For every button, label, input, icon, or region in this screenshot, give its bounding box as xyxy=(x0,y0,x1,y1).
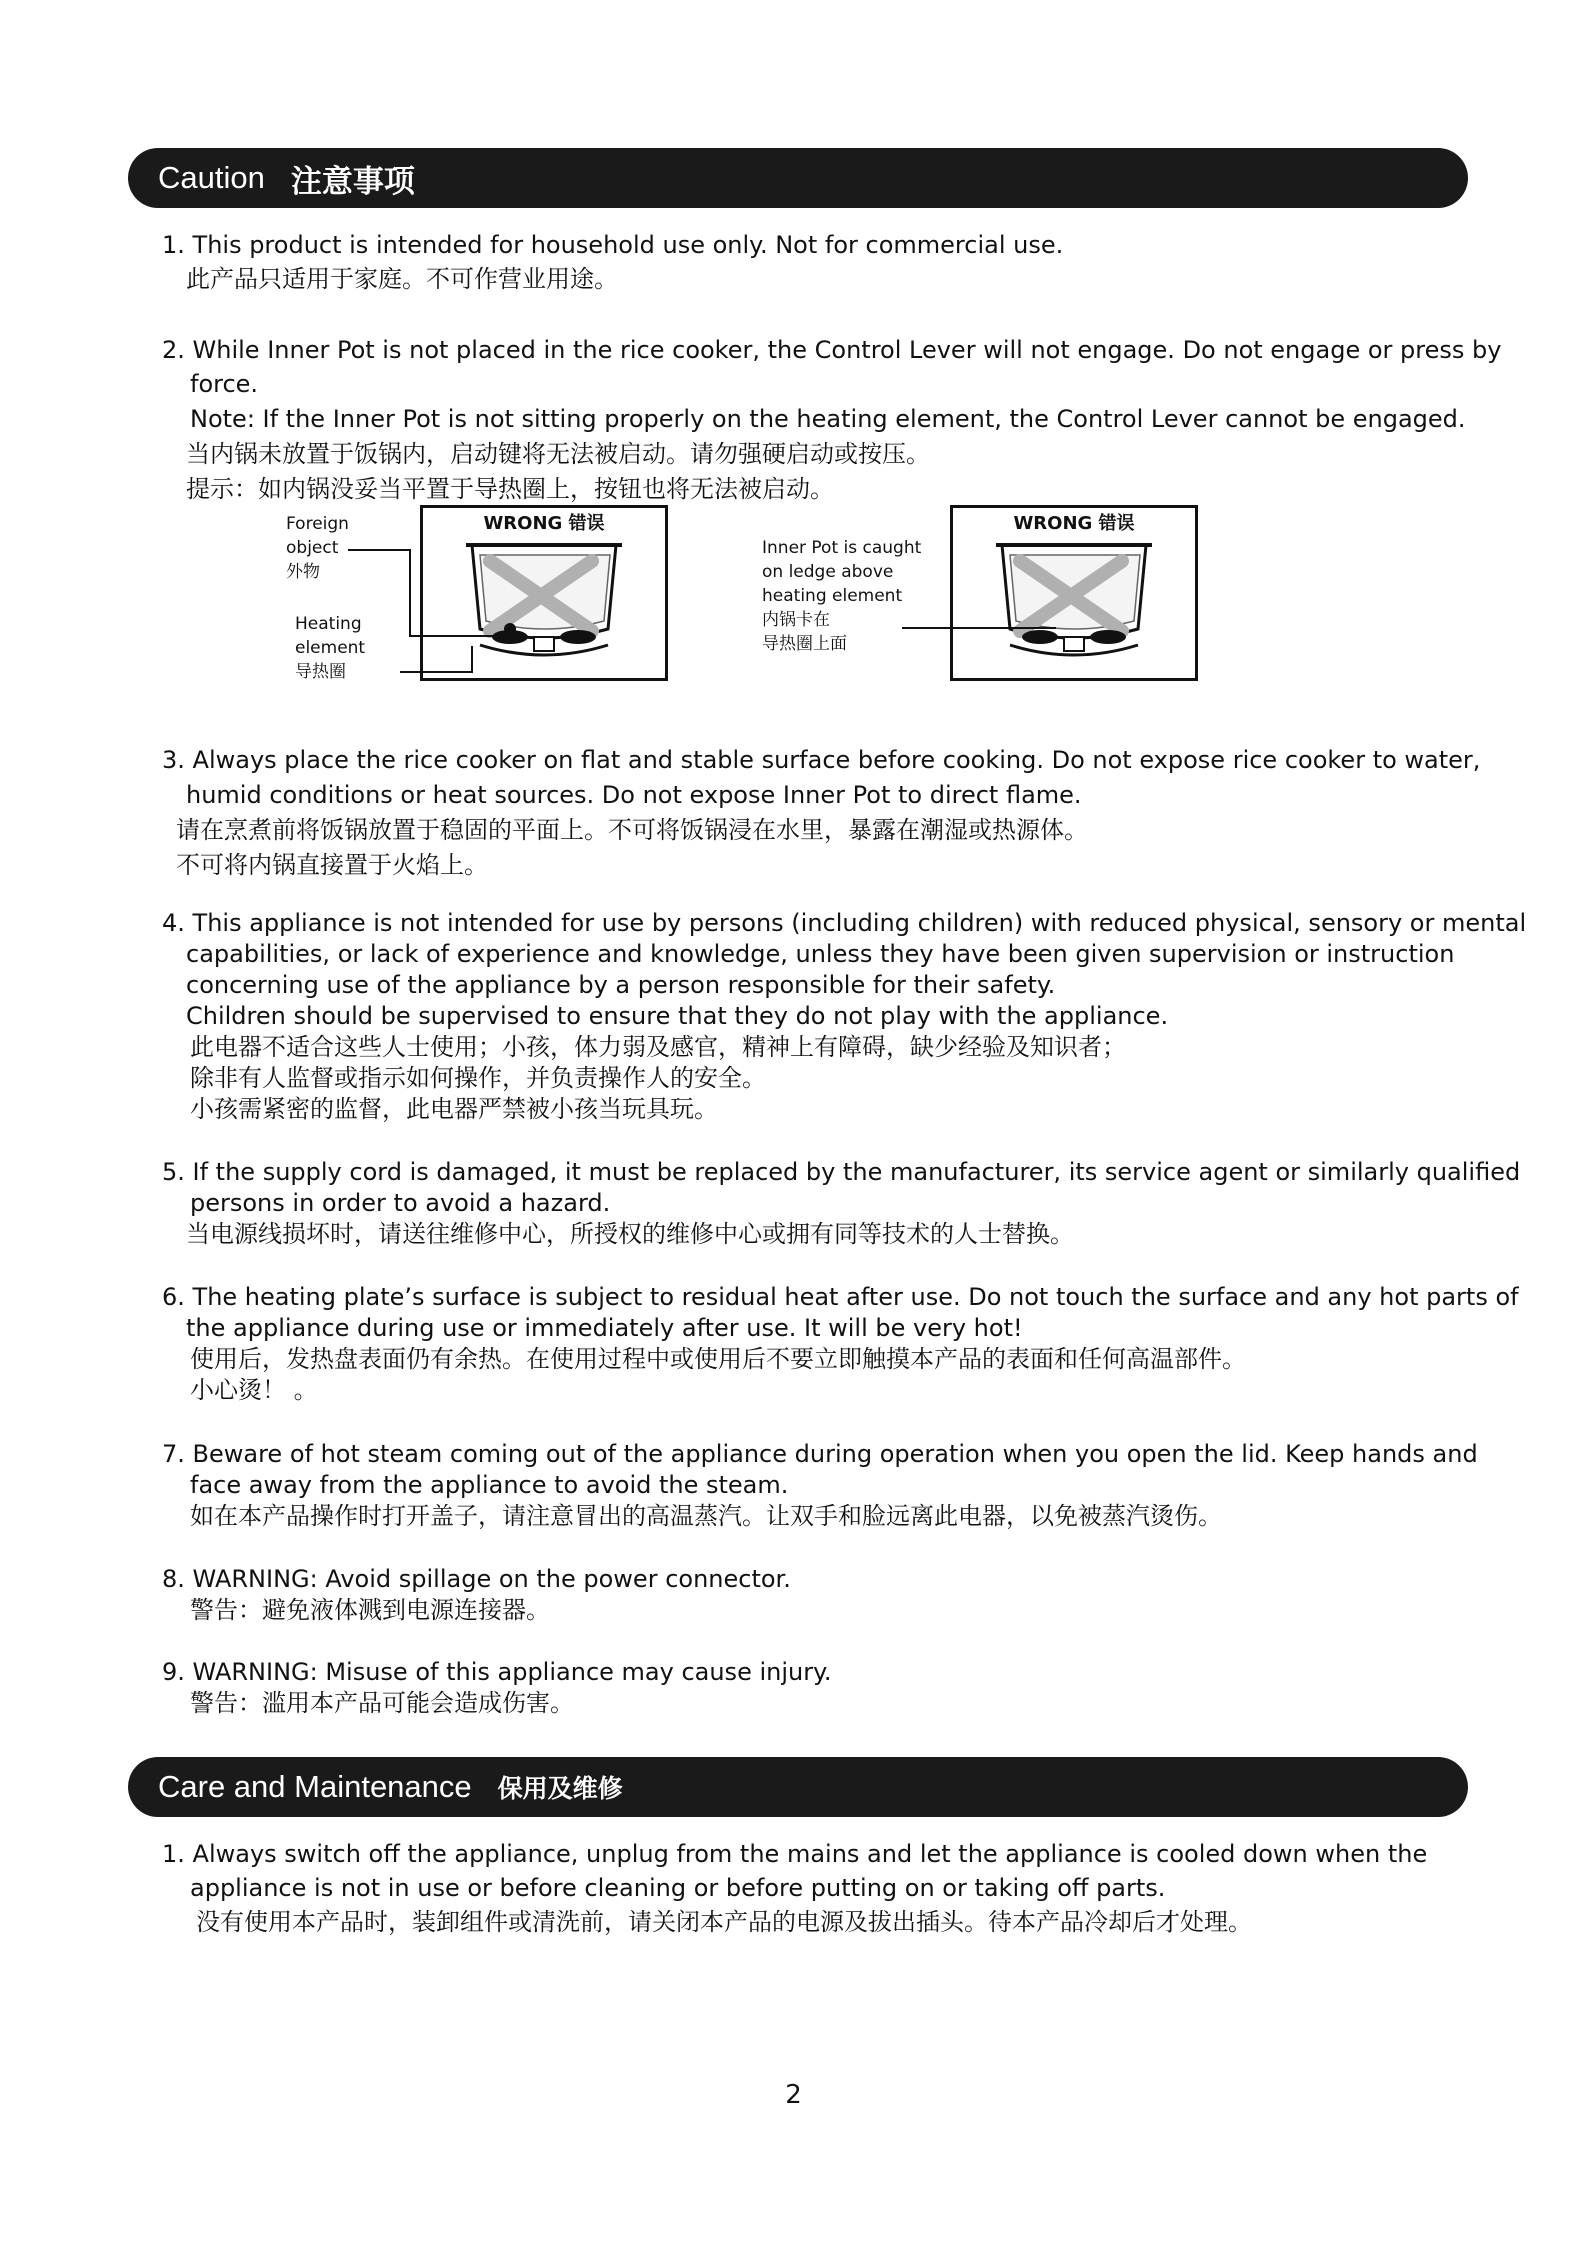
caution-item-4-zh-0: 此电器不适合这些人士使用；小孩，体力弱及感官，精神上有障碍，缺少经验及知识者； xyxy=(190,1033,1126,1061)
caution-item-3-en-0: 3. Always place the rice cooker on flat and stable surface before cooking. Do not expose rice cooker to water, xyxy=(162,746,1481,774)
caution-item-5-en-1: persons in order to avoid a hazard. xyxy=(190,1189,611,1217)
caution-title-zh: 注意事项 xyxy=(290,163,415,200)
caution-item-7-en-0: 7. Beware of hot steam coming out of the appliance during operation when you open the lid. Keep hands and xyxy=(162,1440,1478,1468)
caution-item-7-zh-0: 如在本产品操作时打开盖子，请注意冒出的高温蒸汽。让双手和脸远离此电器，以免被蒸汽烫伤。 xyxy=(190,1502,1222,1530)
caution-item-2-en-2: Note: If the Inner Pot is not sitting properly on the heating element, the Control Lever cannot be engaged. xyxy=(190,405,1466,433)
caution-item-1-en-0: 1. This product is intended for household use only. Not for commercial use. xyxy=(162,231,1064,259)
caution-item-4-zh-2: 小孩需紧密的监督，此电器严禁被小孩当玩具玩。 xyxy=(190,1095,718,1123)
diagram-label-foreign-en1: Foreign xyxy=(286,514,349,534)
caution-item-6-zh-0: 使用后，发热盘表面仍有余热。在使用过程中或使用后不要立即触摸本产品的表面和任何高温部件。 xyxy=(190,1345,1246,1373)
caution-item-7-en-1: face away from the appliance to avoid the steam. xyxy=(190,1471,789,1499)
diagram-label-foreign-en2: object xyxy=(286,538,339,558)
diagram-label-caught-0: Inner Pot is caught xyxy=(762,538,922,558)
caution-item-8-zh-0: 警告：避免液体溅到电源连接器。 xyxy=(190,1596,550,1624)
wrong-title-right: WRONG 错误 xyxy=(1013,513,1135,534)
care-banner xyxy=(128,1757,1468,1817)
diagram-label-heating-zh: 导热圈 xyxy=(295,662,346,682)
caution-banner xyxy=(128,148,1468,208)
caution-item-6-en-1: the appliance during use or immediately after use. It will be very hot! xyxy=(186,1314,1023,1342)
caution-item-3-zh-1: 不可将内锅直接置于火焰上。 xyxy=(176,851,488,879)
caution-item-2-zh-0: 当内锅未放置于饭锅内，启动键将无法被启动。请勿强硬启动或按压。 xyxy=(186,440,930,468)
diagram-label-caught-4: 导热圈上面 xyxy=(762,634,847,654)
diagram-label-heating-en2: element xyxy=(295,638,366,658)
caution-item-5-zh-0: 当电源线损坏时，请送往维修中心，所授权的维修中心或拥有同等技术的人士替换。 xyxy=(186,1220,1074,1248)
caution-item-4-en-1: capabilities, or lack of experience and knowledge, unless they have been given supervision or instruction xyxy=(186,940,1455,968)
caution-item-6-zh-1: 小心烫！ 。 xyxy=(190,1376,318,1404)
caution-item-2-zh-1: 提示：如内锅没妥当平置于导热圈上，按钮也将无法被启动。 xyxy=(186,475,834,503)
diagram-label-foreign-zh: 外物 xyxy=(286,562,320,582)
caution-item-4-en-3: Children should be supervised to ensure that they do not play with the appliance. xyxy=(186,1002,1169,1030)
caution-item-3-en-1: humid conditions or heat sources. Do not expose Inner Pot to direct flame. xyxy=(186,781,1082,809)
leader-lines-left xyxy=(340,540,600,740)
diagram-label-caught-1: on ledge above xyxy=(762,562,894,582)
caution-item-2-en-0: 2. While Inner Pot is not placed in the rice cooker, the Control Lever will not engage. Do not engage or press by xyxy=(162,336,1502,364)
diagram-label-caught-2: heating element xyxy=(762,586,903,606)
caution-item-4-en-0: 4. This appliance is not intended for use by persons (including children) with reduced physical, sensory or mental xyxy=(162,909,1527,937)
caution-item-1-zh-0: 此产品只适用于家庭。不可作营业用途。 xyxy=(186,265,618,293)
diagram-label-heating-en1: Heating xyxy=(295,614,362,634)
caution-item-6-en-0: 6. The heating plate’s surface is subject to residual heat after use. Do not touch the surface and any hot parts of xyxy=(162,1283,1519,1311)
caution-item-4-en-2: concerning use of the appliance by a person responsible for their safety. xyxy=(186,971,1056,999)
caution-item-8-en-0: 8. WARNING: Avoid spillage on the power connector. xyxy=(162,1565,791,1593)
caution-item-3-zh-0: 请在烹煮前将饭锅放置于稳固的平面上。不可将饭锅浸在水里，暴露在潮湿或热源体。 xyxy=(176,816,1088,844)
caution-item-5-en-0: 5. If the supply cord is damaged, it must be replaced by the manufacturer, its service agent or similarly qualified xyxy=(162,1158,1521,1186)
caution-item-9-zh-0: 警告：滥用本产品可能会造成伤害。 xyxy=(190,1689,574,1717)
wrong-diagram-right xyxy=(950,505,1198,681)
caution-item-9-en-0: 9. WARNING: Misuse of this appliance may cause injury. xyxy=(162,1658,832,1686)
caution-item-2-en-1: force. xyxy=(190,370,259,398)
caution-title-en: Caution xyxy=(158,160,265,195)
care-item-1-en-1: appliance is not in use or before cleaning or before putting on or taking off parts. xyxy=(190,1874,1166,1902)
care-item-1-en-0: 1. Always switch off the appliance, unplug from the mains and let the appliance is cooled down when the xyxy=(162,1840,1428,1868)
care-title-en: Care and Maintenance xyxy=(158,1769,472,1804)
care-title-zh: 保用及维修 xyxy=(497,1774,623,1803)
care-item-1-zh-0: 没有使用本产品时，装卸组件或清洗前，请关闭本产品的电源及拔出插头。待本产品冷却后才处理。 xyxy=(196,1908,1252,1936)
caution-item-4-zh-1: 除非有人监督或指示如何操作，并负责操作人的安全。 xyxy=(190,1064,766,1092)
diagram-label-caught-3: 内锅卡在 xyxy=(762,610,830,630)
wrong-title-left: WRONG 错误 xyxy=(483,513,605,534)
page-number: 2 xyxy=(785,2080,802,2110)
leader-line-right xyxy=(900,618,1060,638)
